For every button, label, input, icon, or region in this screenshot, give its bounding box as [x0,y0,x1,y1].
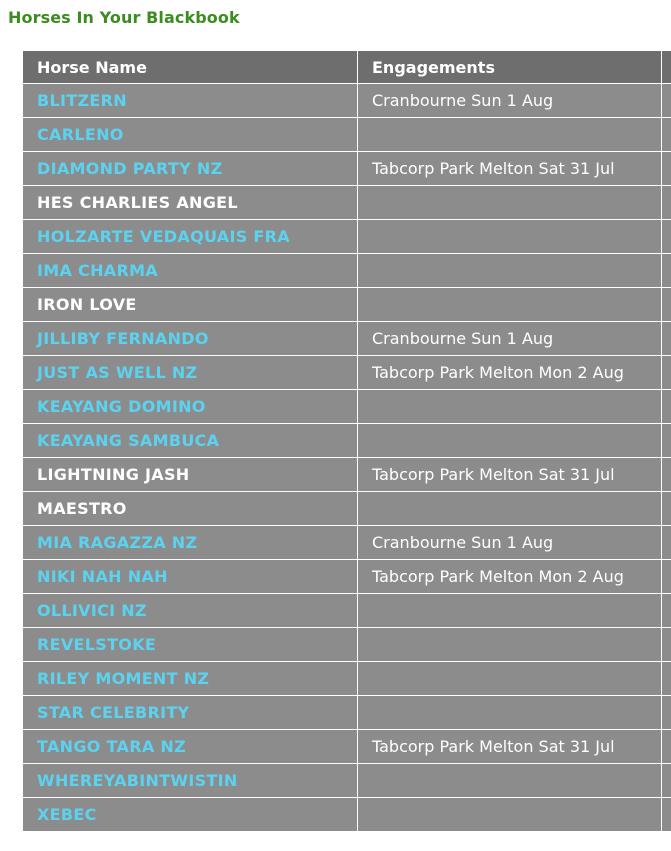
engagement-cell [358,662,662,696]
engagement-cell [358,254,662,288]
horse-name-link[interactable]: REVELSTOKE [37,635,157,654]
table-row [23,798,671,832]
horse-name-cell [23,594,358,628]
table-row [23,186,671,220]
horse-name-cell [23,254,358,288]
table-row [23,764,671,798]
table-row [23,628,671,662]
extra-cell [662,526,671,560]
extra-cell [662,730,671,764]
horse-name-link[interactable]: KEAYANG DOMINO [37,397,206,416]
horse-name-text: HES CHARLIES ANGEL [37,193,238,212]
extra-cell [662,696,671,730]
table-row [23,662,671,696]
extra-column-header [662,51,671,84]
horse-name-cell [23,390,358,424]
extra-cell [662,118,671,152]
horse-name-cell [23,560,358,594]
horse-name-link[interactable]: JUST AS WELL NZ [37,363,198,382]
table-row [23,492,671,526]
blackbook-table-container [22,50,671,832]
horse-name-cell [23,526,358,560]
extra-cell [662,322,671,356]
horse-name-text: IRON LOVE [37,295,137,314]
table-row [23,152,671,186]
horse-name-link[interactable]: RILEY MOMENT NZ [37,669,210,688]
table-row [23,356,671,390]
extra-cell [662,662,671,696]
extra-cell [662,186,671,220]
blackbook-table [22,50,671,832]
page-title: Horses In Your Blackbook [8,8,240,27]
horse-name-link[interactable]: KEAYANG SAMBUCA [37,431,220,450]
horse-name-link[interactable]: XEBEC [37,805,97,824]
engagement-cell: Cranbourne Sun 1 Aug [358,322,662,356]
horse-name-cell [23,424,358,458]
horse-name-text: LIGHTNING JASH [37,465,190,484]
engagement-cell: Tabcorp Park Melton Mon 2 Aug [358,356,662,390]
table-body [23,84,671,832]
horse-name-cell [23,458,358,492]
table-row [23,730,671,764]
engagement-cell [358,628,662,662]
table-row [23,594,671,628]
engagement-cell [358,186,662,220]
engagement-cell: Tabcorp Park Melton Sat 31 Jul [358,458,662,492]
engagement-cell [358,220,662,254]
engagement-cell [358,594,662,628]
horse-name-cell [23,798,358,832]
horse-name-link[interactable]: WHEREYABINTWISTIN [37,771,238,790]
engagement-cell: Cranbourne Sun 1 Aug [358,84,662,118]
engagement-cell: Cranbourne Sun 1 Aug [358,526,662,560]
horse-name-cell [23,220,358,254]
horse-name-link[interactable]: NIKI NAH NAH [37,567,168,586]
horse-name-cell [23,696,358,730]
extra-cell [662,288,671,322]
table-row [23,220,671,254]
table-row [23,118,671,152]
horse-name-cell [23,118,358,152]
engagement-cell: Tabcorp Park Melton Sat 31 Jul [358,152,662,186]
horse-name-cell [23,152,358,186]
table-row [23,458,671,492]
extra-cell [662,152,671,186]
horse-name-link[interactable]: CARLENO [37,125,124,144]
engagement-cell [358,390,662,424]
table-row [23,84,671,118]
horse-name-cell [23,662,358,696]
engagement-cell [358,696,662,730]
engagements-column-header: Engagements [358,51,662,84]
horse-name-cell [23,628,358,662]
extra-cell [662,492,671,526]
horse-name-text: MAESTRO [37,499,127,518]
horse-name-link[interactable]: TANGO TARA NZ [37,737,186,756]
horse-name-link[interactable]: BLITZERN [37,91,127,110]
horse-name-link[interactable]: MIA RAGAZZA NZ [37,533,198,552]
engagement-cell [358,118,662,152]
engagement-cell [358,288,662,322]
extra-cell [662,594,671,628]
table-row [23,254,671,288]
table-row [23,390,671,424]
table-row [23,424,671,458]
extra-cell [662,390,671,424]
extra-cell [662,798,671,832]
engagement-cell [358,798,662,832]
horse-name-cell [23,288,358,322]
extra-cell [662,84,671,118]
table-row [23,322,671,356]
horse-name-cell [23,84,358,118]
engagement-cell [358,764,662,798]
horse-name-cell [23,186,358,220]
engagement-cell: Tabcorp Park Melton Mon 2 Aug [358,560,662,594]
extra-cell [662,424,671,458]
horse-name-link[interactable]: JILLIBY FERNANDO [37,329,209,348]
extra-cell [662,220,671,254]
engagement-cell [358,424,662,458]
engagement-cell: Tabcorp Park Melton Sat 31 Jul [358,730,662,764]
horse-name-column-header: Horse Name [23,51,358,84]
horse-name-cell [23,322,358,356]
horse-name-cell [23,492,358,526]
horse-name-link[interactable]: HOLZARTE VEDAQUAIS FRA [37,227,290,246]
extra-cell [662,254,671,288]
extra-cell [662,628,671,662]
horse-name-link[interactable]: STAR CELEBRITY [37,703,190,722]
horse-name-link[interactable]: IMA CHARMA [37,261,158,280]
table-row [23,288,671,322]
table-row [23,526,671,560]
horse-name-cell [23,764,358,798]
extra-cell [662,458,671,492]
table-row [23,560,671,594]
table-header-row [23,51,671,84]
table-row [23,696,671,730]
horse-name-link[interactable]: DIAMOND PARTY NZ [37,159,223,178]
horse-name-cell [23,356,358,390]
extra-cell [662,764,671,798]
extra-cell [662,560,671,594]
horse-name-cell [23,730,358,764]
engagement-cell [358,492,662,526]
extra-cell [662,356,671,390]
horse-name-link[interactable]: OLLIVICI NZ [37,601,147,620]
